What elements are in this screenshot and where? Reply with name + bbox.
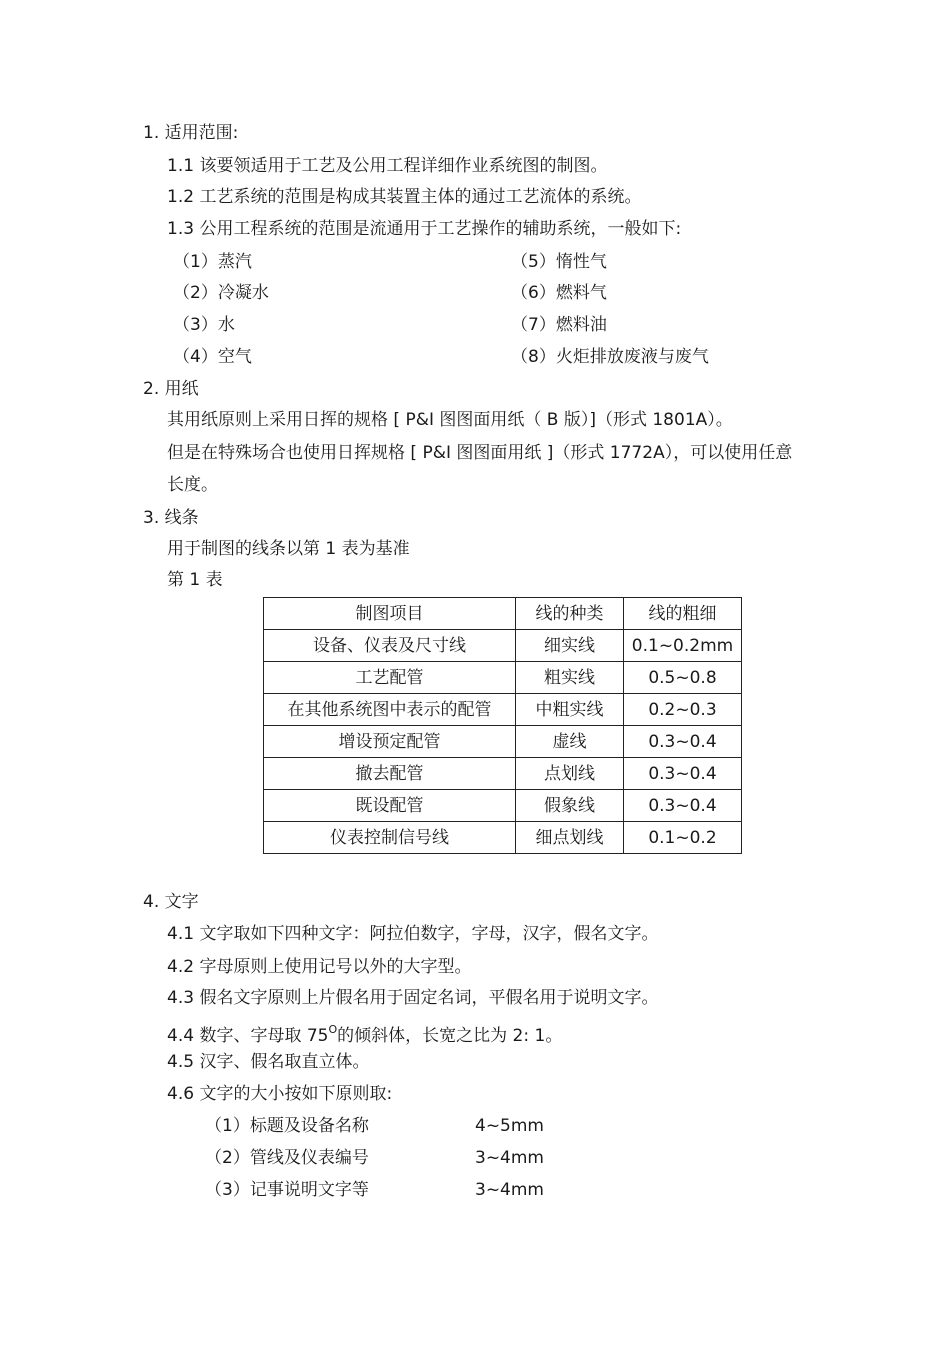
section-3-title: 3. 线条 <box>143 508 199 528</box>
table-cell: 0.1~0.2 <box>624 822 742 854</box>
table-header-row <box>264 598 742 630</box>
paragraph-1-1: 1.1 该要领适用于工艺及公用工程详细作业系统图的制图。 <box>167 156 608 176</box>
paragraph-4-4 <box>167 1019 563 1046</box>
table-cell: 设备、仪表及尺寸线 <box>264 630 516 662</box>
list-item: （5）惰性气 <box>511 252 607 272</box>
size-value: 4~5mm <box>475 1116 544 1136</box>
table-cell: 0.3~0.4 <box>624 758 742 790</box>
table-cell: 细点划线 <box>516 822 624 854</box>
list-item: （3）水 <box>173 315 235 335</box>
table-header-cell: 线的粗细 <box>624 598 742 630</box>
size-value: 3~4mm <box>475 1148 544 1168</box>
degree-mark: O <box>328 1023 338 1036</box>
table-cell: 中粗实线 <box>516 694 624 726</box>
section-2-title: 2. 用纸 <box>143 379 199 399</box>
table-cell: 虚线 <box>516 726 624 758</box>
table-header-cell: 线的种类 <box>516 598 624 630</box>
table-row <box>264 758 742 790</box>
table-cell: 0.3~0.4 <box>624 790 742 822</box>
table-cell: 0.3~0.4 <box>624 726 742 758</box>
table-cell: 0.5~0.8 <box>624 662 742 694</box>
section-1-title: 1. 适用范围: <box>143 123 239 143</box>
table-cell: 既设配管 <box>264 790 516 822</box>
table-caption: 第 1 表 <box>167 570 223 590</box>
table-cell: 仪表控制信号线 <box>264 822 516 854</box>
paragraph-4-2: 4.2 字母原则上使用记号以外的大字型。 <box>167 957 472 977</box>
paragraph-1-3: 1.3 公用工程系统的范围是流通用于工艺操作的辅助系统，一般如下: <box>167 219 682 239</box>
list-item: （7）燃料油 <box>511 315 607 335</box>
paragraph-4-1: 4.1 文字取如下四种文字：阿拉伯数字，字母，汉字，假名文字。 <box>167 924 659 944</box>
list-item: （4）空气 <box>173 347 252 367</box>
table-cell: 增设预定配管 <box>264 726 516 758</box>
table-cell: 粗实线 <box>516 662 624 694</box>
paragraph-4-4-post: 的倾斜体，长宽之比为 2: 1。 <box>337 1026 563 1046</box>
paragraph-4-3: 4.3 假名文字原则上片假名用于固定名词，平假名用于说明文字。 <box>167 988 659 1008</box>
table-cell: 0.2~0.3 <box>624 694 742 726</box>
paragraph-4-4-pre: 4.4 数字、字母取 75 <box>167 1026 329 1046</box>
table-cell: 撤去配管 <box>264 758 516 790</box>
list-item: （1）蒸汽 <box>173 252 252 272</box>
line-spec-table <box>263 597 742 854</box>
table-cell: 工艺配管 <box>264 662 516 694</box>
paragraph-4-5: 4.5 汉字、假名取直立体。 <box>167 1052 370 1072</box>
table-row <box>264 822 742 854</box>
paragraph-2-3: 长度。 <box>167 475 218 495</box>
list-item: （2）冷凝水 <box>173 283 269 303</box>
paragraph-3-1: 用于制图的线条以第 1 表为基准 <box>167 539 410 559</box>
paragraph-2-2: 但是在特殊场合也使用日挥规格 [ P&I 图图面用纸 ]（形式 1772A），可以使用任意 <box>167 443 793 463</box>
table-cell: 假象线 <box>516 790 624 822</box>
table-cell: 0.1~0.2mm <box>624 630 742 662</box>
table-cell: 细实线 <box>516 630 624 662</box>
table-row <box>264 662 742 694</box>
list-item: （6）燃料气 <box>511 283 607 303</box>
size-label: （2）管线及仪表编号 <box>205 1148 369 1168</box>
paragraph-2-1: 其用纸原则上采用日挥的规格 [ P&I 图图面用纸（ B 版）]（形式 1801A）。 <box>167 410 733 430</box>
table-cell: 点划线 <box>516 758 624 790</box>
table-cell: 在其他系统图中表示的配管 <box>264 694 516 726</box>
table-row <box>264 630 742 662</box>
size-label: （1）标题及设备名称 <box>205 1116 369 1136</box>
paragraph-4-6: 4.6 文字的大小按如下原则取: <box>167 1084 393 1104</box>
size-label: （3）记事说明文字等 <box>205 1180 369 1200</box>
size-value: 3~4mm <box>475 1180 544 1200</box>
table-header-cell: 制图项目 <box>264 598 516 630</box>
paragraph-1-2: 1.2 工艺系统的范围是构成其装置主体的通过工艺流体的系统。 <box>167 187 642 207</box>
list-item: （8）火炬排放废液与废气 <box>511 347 709 367</box>
table-row <box>264 726 742 758</box>
table-row <box>264 790 742 822</box>
table-row <box>264 694 742 726</box>
section-4-title: 4. 文字 <box>143 892 199 912</box>
